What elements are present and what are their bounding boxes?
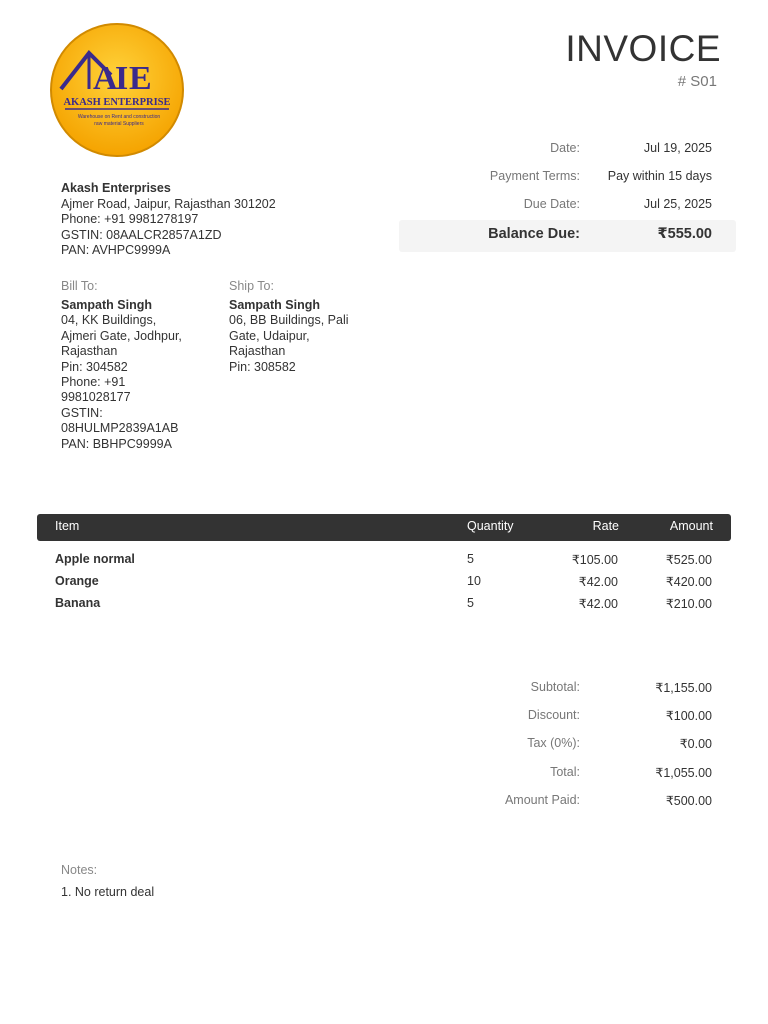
due-date-value: Jul 25, 2025 <box>643 197 712 211</box>
logo-name: AKASH ENTERPRISE <box>63 97 171 108</box>
amount-paid-value: ₹500.00 <box>665 794 712 808</box>
row-quantity: 5 <box>467 596 474 610</box>
due-date-label: Due Date: <box>523 197 580 211</box>
bill-to-line: Pin: 304582 <box>61 359 128 374</box>
ship-to-line: Rajasthan <box>229 344 286 359</box>
total-value: ₹1,055.00 <box>655 766 712 780</box>
svg-text:E: E <box>129 60 152 97</box>
ship-to-line: 06, BB Buildings, Pali <box>229 313 349 328</box>
invoice-number: # S01 <box>677 73 717 90</box>
ship-to-name: Sampath Singh <box>229 298 320 312</box>
seller-name: Akash Enterprises <box>61 181 171 195</box>
seller-line: Phone: +91 9981278197 <box>61 212 199 227</box>
row-item: Banana <box>55 596 101 610</box>
seller-line: GSTIN: 08AALCR2857A1ZD <box>61 227 222 242</box>
subtotal-value: ₹1,155.00 <box>655 681 712 695</box>
bill-to-name: Sampath Singh <box>61 298 152 312</box>
row-item: Orange <box>55 574 99 588</box>
row-item: Apple normal <box>55 552 135 566</box>
row-quantity: 10 <box>467 574 481 588</box>
ship-to-line: Pin: 308582 <box>229 359 296 374</box>
row-amount: ₹420.00 <box>665 575 712 589</box>
tax-value: ₹0.00 <box>679 737 712 751</box>
row-rate: ₹105.00 <box>571 553 618 567</box>
seller-line: Ajmer Road, Jaipur, Rajasthan 301202 <box>61 196 276 211</box>
header-item: Item <box>55 519 80 533</box>
row-rate: ₹42.00 <box>578 597 618 611</box>
header-amount: Amount <box>669 519 713 533</box>
bill-to-line: 04, KK Buildings, <box>61 313 157 328</box>
logo-tagline-2: raw material Suppliers <box>94 121 144 127</box>
bill-to-line: 08HULMP2839A1AB <box>61 421 179 436</box>
payment-terms-value: Pay within 15 days <box>607 169 712 183</box>
header-rate: Rate <box>592 519 619 533</box>
svg-text:I: I <box>115 60 129 97</box>
tax-label: Tax (0%): <box>527 736 580 750</box>
row-quantity: 5 <box>467 552 474 566</box>
bill-to-line: PAN: BBHPC9999A <box>61 436 172 451</box>
items-table-header <box>37 514 731 541</box>
bill-to-address <box>61 298 201 452</box>
discount-value: ₹100.00 <box>665 709 712 723</box>
bill-to-line: GSTIN: <box>61 405 103 420</box>
bill-to-line: Phone: +91 <box>61 375 126 390</box>
invoice-title: INVOICE <box>565 28 721 69</box>
logo-emblem <box>49 21 185 159</box>
seller-address <box>61 181 276 259</box>
bill-to-label: Bill To: <box>61 279 98 293</box>
subtotal-label: Subtotal: <box>530 680 580 694</box>
row-rate: ₹42.00 <box>578 575 618 589</box>
svg-text:A: A <box>93 60 118 97</box>
logo-tagline-1: Warehouse on Rent and construction <box>77 114 161 120</box>
row-amount: ₹210.00 <box>665 597 712 611</box>
row-amount: ₹525.00 <box>665 553 712 567</box>
discount-label: Discount: <box>527 708 580 722</box>
notes-text: 1. No return deal <box>61 885 155 899</box>
balance-due-label: Balance Due: <box>488 226 580 242</box>
balance-due-value: ₹555.00 <box>657 226 712 242</box>
company-logo <box>49 21 185 159</box>
bill-to-line: Rajasthan <box>61 344 118 359</box>
bill-to-line: Ajmeri Gate, Jodhpur, <box>61 328 182 343</box>
amount-paid-label: Amount Paid: <box>504 793 580 807</box>
header-quantity: Quantity <box>467 519 514 533</box>
bill-to-line: 9981028177 <box>61 390 131 405</box>
ship-to-label: Ship To: <box>229 279 274 293</box>
date-label: Date: <box>550 141 580 155</box>
ship-to-line: Gate, Udaipur, <box>229 328 310 343</box>
payment-terms-label: Payment Terms: <box>489 169 580 183</box>
date-value: Jul 19, 2025 <box>643 141 712 155</box>
seller-line: PAN: AVHPC9999A <box>61 243 171 258</box>
notes-label: Notes: <box>61 863 98 877</box>
ship-to-address <box>229 298 359 375</box>
total-label: Total: <box>550 765 580 779</box>
